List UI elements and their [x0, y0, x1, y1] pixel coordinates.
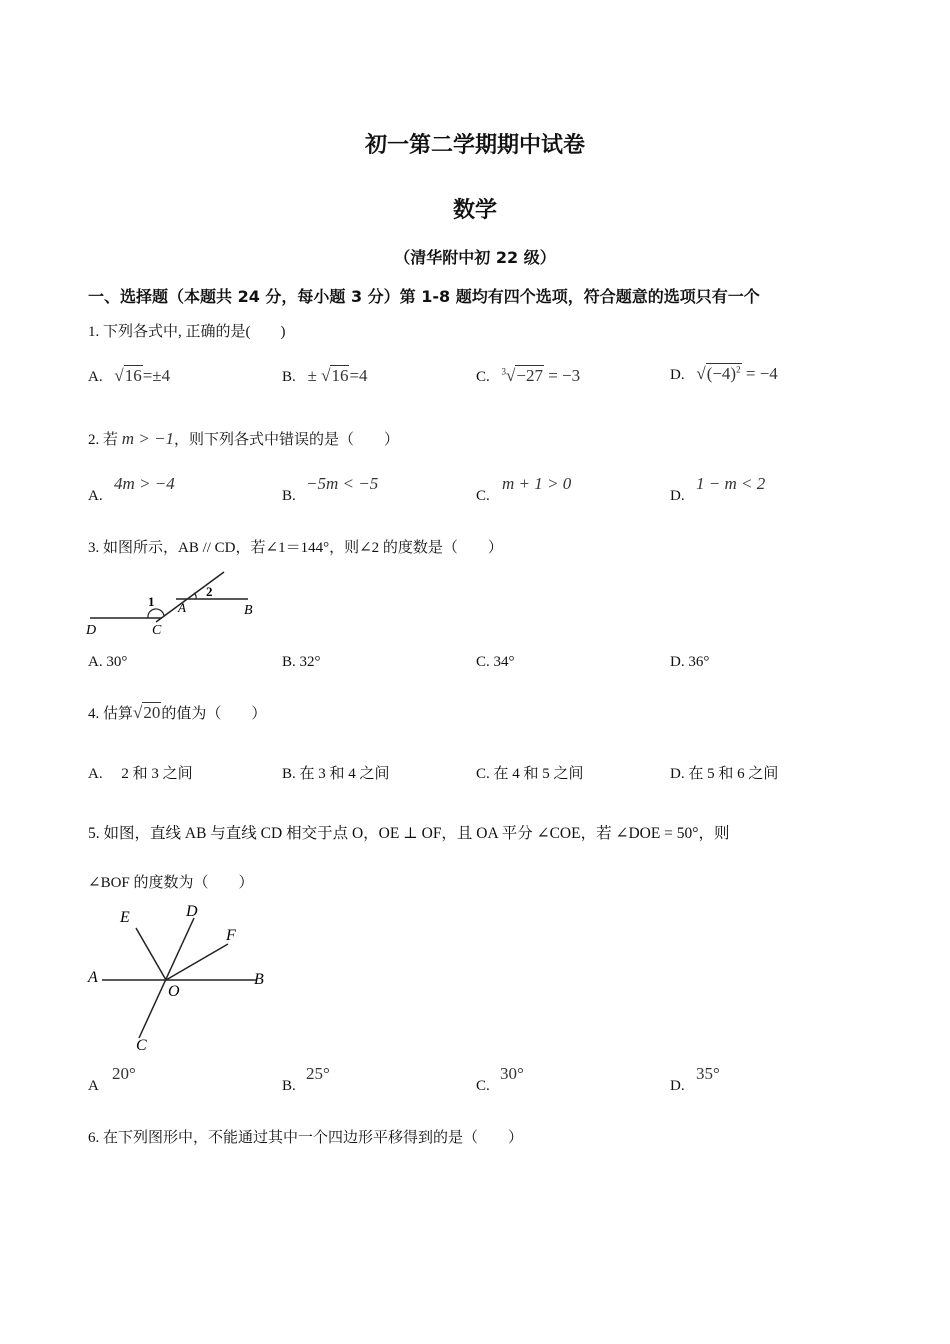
question-5-option-d-label: D. — [670, 1078, 685, 1094]
question-4-stem: 4. 估算√20的值为（ ） — [88, 703, 267, 722]
point-o-label: O — [168, 983, 180, 1000]
school-label: （清华附中初 22 级） — [394, 248, 556, 267]
question-5-stem-line2: ∠BOF 的度数为（ ） — [88, 875, 254, 891]
question-2-stem: 2. 若 m > −1，则下列各式中错误的是（ ） — [88, 429, 400, 448]
question-2-option-d-label: D. — [670, 488, 685, 504]
question-1-option-c: C. $^3$√−27 = −3 — [476, 366, 581, 385]
question-5-option-a-label: A — [88, 1078, 99, 1094]
angle-1-label: 1 — [148, 594, 155, 609]
question-1-stem: 1. 下列各式中, 正确的是( ) — [88, 324, 286, 340]
page-title: 初一第二学期期中试卷 — [364, 133, 585, 158]
question-2-option-b: −5m < −5 — [306, 474, 379, 493]
ray-a-label: A — [88, 969, 98, 986]
question-3-stem: 3. 如图所示，AB // CD，若∠1＝144°，则∠2 的度数是（ ） — [88, 540, 503, 556]
question-4-option-a: A. 2 和 3 之间 — [88, 766, 193, 782]
question-3-figure — [84, 566, 264, 640]
question-2-option-d: 1 − m < 2 — [696, 474, 766, 493]
question-5-figure — [84, 898, 274, 1054]
point-d-label: D — [86, 623, 97, 638]
point-a-label: A — [178, 600, 186, 615]
question-4-option-d: D. 在 5 和 6 之间 — [670, 766, 779, 782]
question-1-option-a: A. √16=±4 — [88, 366, 171, 385]
question-5-option-a: 20° — [112, 1064, 136, 1083]
question-5-option-d: 35° — [696, 1064, 720, 1083]
question-2-option-c-label: C. — [476, 488, 490, 504]
question-5-option-b: 25° — [306, 1064, 330, 1083]
question-1-option-d: D. $√(-4)^2 = -4$ — [670, 364, 778, 383]
question-2-option-b-label: B. — [282, 488, 296, 504]
ray-c-label: C — [136, 1037, 147, 1054]
question-6-stem: 6. 在下列图形中，不能通过其中一个四边形平移得到的是（ ） — [88, 1130, 524, 1146]
question-5-stem-line1: 5. 如图，直线 AB 与直线 CD 相交于点 O，OE ⊥ OF，且 OA 平分 ∠COE，若 ∠DOE = 50°，则 — [88, 825, 730, 842]
question-3-option-a: A. 30° — [88, 654, 128, 670]
point-b-label: B — [244, 603, 253, 618]
angle-2-label: 2 — [206, 584, 213, 599]
ray-b-label: B — [254, 971, 264, 988]
question-5-option-c-label: C. — [476, 1078, 490, 1094]
question-5-option-b-label: B. — [282, 1078, 296, 1094]
question-4-option-c: C. 在 4 和 5 之间 — [476, 766, 584, 782]
question-5-option-c: 30° — [500, 1064, 524, 1083]
subject-title: 数学 — [452, 198, 497, 223]
question-3-option-b: B. 32° — [282, 654, 321, 670]
question-4-option-b: B. 在 3 和 4 之间 — [282, 766, 390, 782]
question-3-option-c: C. 34° — [476, 654, 515, 670]
ray-f-label: F — [226, 927, 236, 944]
question-1-option-b: B. ± √16=4 — [282, 366, 368, 385]
question-2-option-a-label: A. — [88, 488, 103, 504]
section-heading: 一、选择题（本题共 24 分，每小题 3 分）第 1-8 题均有四个选项，符合题意的选项只有一个 — [88, 287, 760, 306]
ray-d-label: D — [186, 903, 198, 920]
question-3-option-d: D. 36° — [670, 654, 710, 670]
question-2-option-a: 4m > −4 — [114, 474, 175, 493]
ray-e-label: E — [120, 909, 130, 926]
point-c-label: C — [152, 623, 162, 638]
question-2-option-c: m + 1 > 0 — [502, 474, 572, 493]
